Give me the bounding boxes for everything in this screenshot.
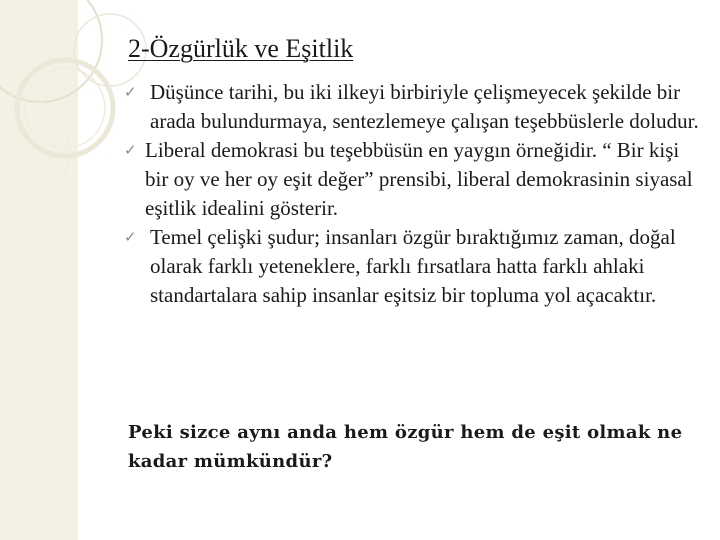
bullet-text: Temel çelişki şudur; insanları özgür bıraktığımız zaman, doğal olarak farklı yeteneklere, farklı fırsatlara hatta farklı ahlaki standartalara sahip insanlar eşitsiz bir topluma yol açacaktır. [150,225,676,307]
bullet-text: Liberal demokrasi bu teşebbüsün en yaygın örneğidir. “ Bir kişi bir oy ve her oy eşit değer” prensibi, liberal demokrasinin siyasal eşitlik idealini gösterir. [145,138,693,220]
slide-title: 2-Özgürlük ve Eşitlik [128,34,354,63]
bullet-item [124,136,704,223]
bullet-text: Düşünce tarihi, bu iki ilkeyi birbiriyle çelişmeyecek şekilde bir arada bulundurmaya, sentezlemeye çalışan teşebbüslerle doludur. [150,80,699,133]
check-icon: ✓ [124,141,137,159]
bullet-list [124,78,704,310]
check-icon: ✓ [124,83,137,101]
bullet-item [124,78,704,136]
check-icon: ✓ [124,228,137,246]
bullet-item [124,223,704,310]
closing-question: Peki sizce aynı anda hem özgür hem de eşit olmak ne kadar mümkündür? [128,422,683,472]
